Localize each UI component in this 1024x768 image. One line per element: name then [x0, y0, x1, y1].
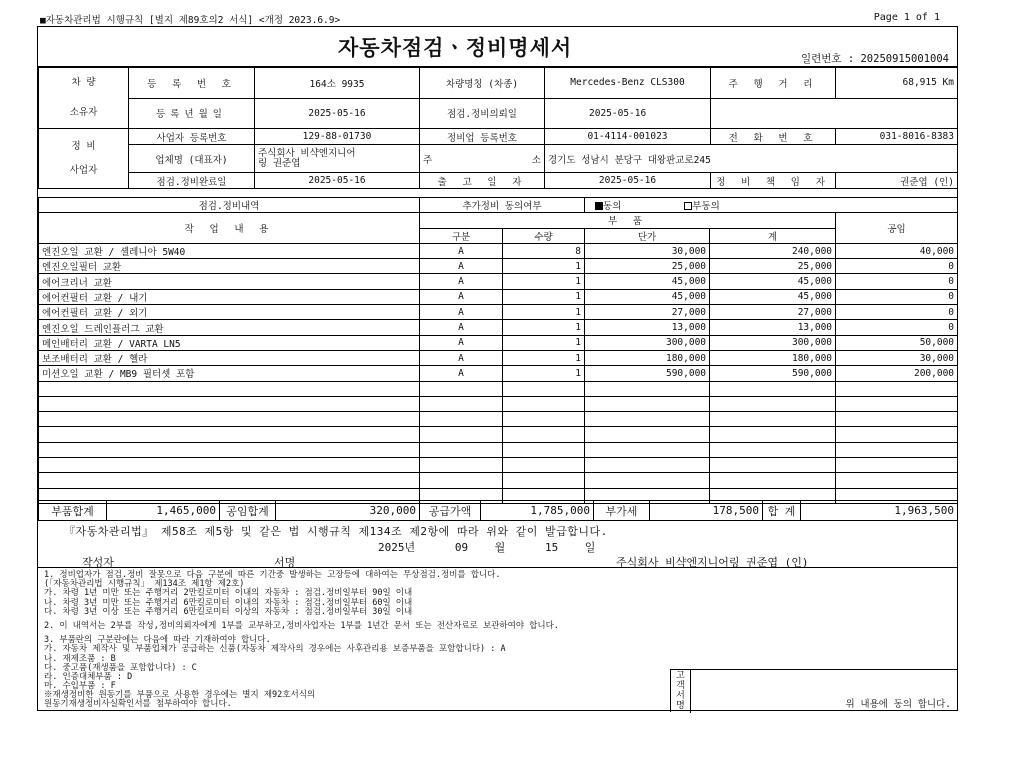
disagree-label: 부동의	[692, 201, 720, 213]
item-sum: 13,000	[710, 320, 836, 335]
item-sum: 45,000	[710, 289, 836, 304]
serial-value: 20250915001004	[860, 53, 949, 65]
item-labor	[836, 396, 958, 411]
item-labor: 50,000	[836, 335, 958, 350]
item-qty	[503, 381, 585, 396]
labor-total: 320,000	[276, 501, 420, 521]
model-label: 차량명칭 (차종)	[420, 68, 545, 99]
item-labor	[836, 458, 958, 473]
item-qty: 1	[503, 366, 585, 381]
item-row	[39, 289, 958, 304]
unit-header: 단가	[585, 228, 710, 243]
phone: 031-8016-8383	[836, 129, 958, 145]
parts-header: 부 품	[420, 213, 836, 228]
legal-section	[38, 520, 957, 568]
item-row	[39, 335, 958, 350]
address-label: 주 소	[420, 145, 545, 173]
note-line: 다. 중고품(재생품을 포함합니다) : C	[44, 662, 197, 673]
item-unit: 27,000	[585, 305, 710, 320]
shop-no: 01-4114-001023	[545, 129, 711, 145]
request-date: 2025-05-16	[545, 98, 711, 129]
supply: 1,785,000	[481, 501, 594, 521]
issuer: 주식회사 비샥엔지니어링 권준엽 (인)	[616, 556, 809, 569]
item-sum: 25,000	[710, 259, 836, 274]
work-header: 작 업 내 용	[39, 213, 420, 244]
note-line: 다. 차령 3년 이상 또는 주행거리 6만킬로미터 이상의 자동차 : 점검.정비일부터 30일 이내	[44, 606, 413, 617]
done-date-label: 점검.정비완료일	[129, 173, 255, 189]
note-line: 1. 정비업자가 점검.정비 잘못으로 다음 구분에 따른 기간중 발생하는 고장등에 대하여는 무상점검.정비를 합니다.	[44, 570, 501, 580]
item-row	[39, 412, 958, 427]
vat-label: 부가세	[594, 501, 650, 521]
signature-label: 서명	[274, 556, 296, 569]
item-cat	[420, 381, 503, 396]
note-line: ※재생정비한 원동기를 부품으로 사용한 경우에는 별지 제92호서식의	[44, 690, 316, 701]
item-unit: 45,000	[585, 274, 710, 289]
vat: 178,500	[650, 501, 763, 521]
mileage: 68,915 Km	[836, 68, 958, 99]
manager-label: 정 비 책 임 자	[711, 173, 836, 189]
title-bar	[38, 27, 957, 67]
item-row	[39, 458, 958, 473]
labor-header: 공임	[836, 213, 958, 244]
item-sum	[710, 396, 836, 411]
signature-char: 객	[676, 681, 685, 691]
item-row	[39, 243, 958, 258]
item-labor: 200,000	[836, 366, 958, 381]
item-qty	[503, 396, 585, 411]
item-labor: 30,000	[836, 350, 958, 365]
item-desc	[39, 381, 420, 396]
grand-total-label: 합 계	[763, 501, 801, 521]
item-cat: A	[420, 243, 503, 258]
item-qty: 1	[503, 289, 585, 304]
item-qty: 1	[503, 335, 585, 350]
reg-no: 164소 9935	[255, 68, 420, 99]
parts-total: 1,465,000	[107, 501, 220, 521]
mileage-label: 주 행 거 리	[711, 68, 836, 99]
vehicle-section-label: 차 량 소유자	[39, 68, 129, 129]
item-cat	[420, 427, 503, 442]
customer-signature-label	[671, 670, 691, 713]
item-cat: A	[420, 366, 503, 381]
item-qty	[503, 473, 585, 488]
item-row	[39, 259, 958, 274]
item-qty: 1	[503, 259, 585, 274]
item-qty: 1	[503, 305, 585, 320]
item-desc	[39, 473, 420, 488]
item-desc	[39, 396, 420, 411]
item-sum	[710, 381, 836, 396]
items-table	[38, 197, 958, 504]
item-sum	[710, 473, 836, 488]
reg-date-label: 등록년월일	[129, 98, 255, 129]
item-cat	[420, 442, 503, 457]
item-qty: 1	[503, 274, 585, 289]
item-labor: 0	[836, 259, 958, 274]
item-row	[39, 274, 958, 289]
item-unit: 45,000	[585, 289, 710, 304]
item-desc	[39, 458, 420, 473]
item-sum: 27,000	[710, 305, 836, 320]
note-line: (「자동차관리법 시행규칙」 제134조 제1항 제2호)	[44, 579, 245, 590]
item-row	[39, 320, 958, 335]
item-row	[39, 396, 958, 411]
item-cat: A	[420, 350, 503, 365]
item-unit: 590,000	[585, 366, 710, 381]
qty-header: 수량	[503, 228, 585, 243]
manager: 권준엽 (인)	[836, 173, 958, 189]
item-cat	[420, 396, 503, 411]
item-unit	[585, 458, 710, 473]
item-row	[39, 473, 958, 488]
item-cat: A	[420, 289, 503, 304]
item-sum: 590,000	[710, 366, 836, 381]
item-sum: 240,000	[710, 243, 836, 258]
company: 주식회사 비샥엔지니어 링 권준엽	[255, 145, 420, 173]
item-unit	[585, 473, 710, 488]
item-unit: 30,000	[585, 243, 710, 258]
request-date-label: 점검.정비의뢰일	[420, 98, 545, 129]
item-labor: 0	[836, 289, 958, 304]
note-line: 라. 인증대체부품 : D	[44, 671, 133, 682]
item-unit: 13,000	[585, 320, 710, 335]
sum-header: 계	[710, 228, 836, 243]
biz-no-label: 사업자 등록번호	[129, 129, 255, 145]
phone-label: 전 화 번 호	[711, 129, 836, 145]
agree-label: 동의	[603, 201, 622, 213]
release-label: 출 고 일 자	[420, 173, 545, 189]
shop-section-label: 정 비 사업자	[39, 129, 129, 189]
item-desc: 엔진오일 교환 / 셸레니아 5W40	[39, 243, 420, 258]
item-unit	[585, 427, 710, 442]
item-sum	[710, 458, 836, 473]
serial-number	[801, 51, 949, 66]
vehicle-shop-table	[38, 67, 958, 189]
item-cat: A	[420, 335, 503, 350]
item-sum: 45,000	[710, 274, 836, 289]
reg-date: 2025-05-16	[255, 98, 420, 129]
reg-no-label: 등 록 번 호	[129, 68, 255, 99]
item-cat	[420, 458, 503, 473]
details-label: 점검.정비내역	[39, 198, 420, 213]
company-label: 업체명 (대표자)	[129, 145, 255, 173]
writer-label: 작성자	[82, 556, 114, 569]
consent-options	[585, 198, 958, 213]
item-labor: 0	[836, 305, 958, 320]
item-labor: 0	[836, 320, 958, 335]
biz-no: 129-88-01730	[255, 129, 420, 145]
item-unit	[585, 396, 710, 411]
item-labor	[836, 473, 958, 488]
note-line: 마. 수입부품 : F	[44, 681, 116, 692]
item-row	[39, 442, 958, 457]
note-line: 원동기재생정비사실확인서를 첨부하여야 합니다.	[44, 699, 232, 710]
cat-header: 구분	[420, 228, 503, 243]
shop-no-label: 정비업 등록번호	[420, 129, 545, 145]
item-desc: 에어크리너 교환	[39, 274, 420, 289]
note-line: 나. 차령 3년 미만 또는 주행거리 6만킬로미터 이내의 자동차 : 점검.정비일부터 60일 이내	[44, 597, 413, 608]
item-unit: 180,000	[585, 350, 710, 365]
blank-cell	[711, 98, 958, 129]
item-qty	[503, 412, 585, 427]
item-row	[39, 350, 958, 365]
item-sum: 180,000	[710, 350, 836, 365]
item-desc	[39, 412, 420, 427]
item-cat	[420, 412, 503, 427]
item-desc: 보조배터리 교환 / 헬라	[39, 350, 420, 365]
item-unit: 300,000	[585, 335, 710, 350]
item-desc: 에어컨필터 교환 / 내기	[39, 289, 420, 304]
item-sum	[710, 412, 836, 427]
item-qty	[503, 458, 585, 473]
item-desc: 엔진오일 드레인플러그 교환	[39, 320, 420, 335]
item-qty: 1	[503, 320, 585, 335]
item-qty	[503, 442, 585, 457]
model: Mercedes-Benz CLS300	[545, 68, 711, 99]
parts-total-label: 부품합계	[39, 501, 107, 521]
item-row	[39, 366, 958, 381]
item-desc	[39, 427, 420, 442]
done-date: 2025-05-16	[255, 173, 420, 189]
item-unit: 25,000	[585, 259, 710, 274]
item-row	[39, 305, 958, 320]
signature-char: 고	[676, 671, 685, 681]
release-date: 2025-05-16	[545, 173, 711, 189]
item-sum: 300,000	[710, 335, 836, 350]
item-sum	[710, 427, 836, 442]
item-desc: 에어컨필터 교환 / 외기	[39, 305, 420, 320]
address: 경기도 성남시 분당구 대왕판교로245	[545, 145, 958, 173]
page-number: Page 1 of 1	[873, 12, 940, 23]
item-cat	[420, 473, 503, 488]
legal-statement: 『자동차관리법』 제58조 제5항 및 같은 법 시행규칙 제134조 제2항에 따라 위와 같이 발급합니다.	[64, 525, 608, 538]
note-line: 가. 차령 1년 미만 또는 주행거리 2만킬로미터 이내의 자동차 : 점검.정비일부터 90일 이내	[44, 588, 413, 599]
item-labor	[836, 442, 958, 457]
supply-label: 공급가액	[420, 501, 481, 521]
note-line: 2. 이 내역서는 2부를 작성,정비의뢰자에게 1부를 교부하고,정비사업자는 1부를 1년간 문서 또는 전산자료로 보관하여야 합니다.	[44, 620, 559, 631]
item-sum	[710, 442, 836, 457]
note-line: 나. 재제조품 : B	[44, 653, 116, 664]
item-row	[39, 427, 958, 442]
item-unit	[585, 381, 710, 396]
item-qty: 1	[503, 350, 585, 365]
note-line: 가. 자동차 제작사 및 부품업체가 공급하는 신품(자동차 제작사의 경우에는 사후관리용 보증부품을 포함합니다) : A	[44, 644, 506, 655]
item-desc: 미션오일 교환 / MB9 필터셋 포함	[39, 366, 420, 381]
item-row	[39, 381, 958, 396]
item-desc: 메인배터리 교환 / VARTA LN5	[39, 335, 420, 350]
customer-signature-box	[670, 669, 957, 712]
customer-consent: 위 내용에 동의 합니다.	[845, 699, 951, 710]
item-qty	[503, 427, 585, 442]
item-desc	[39, 442, 420, 457]
item-labor: 40,000	[836, 243, 958, 258]
signature-char: 명	[676, 701, 685, 711]
item-labor	[836, 412, 958, 427]
consent-label: 추가정비 동의여부	[420, 198, 585, 213]
item-labor	[836, 427, 958, 442]
totals-table	[38, 500, 958, 521]
document-title: 자동차점검ㆍ정비명세서	[338, 36, 573, 60]
agree-checkbox[interactable]	[595, 202, 603, 210]
item-unit	[585, 412, 710, 427]
statement-form	[37, 26, 958, 711]
item-labor: 0	[836, 274, 958, 289]
note-line: 3. 부품란의 구분란에는 다음에 따라 기재하여야 합니다.	[44, 635, 271, 646]
labor-total-label: 공임합계	[220, 501, 276, 521]
item-desc: 엔진오일필터 교환	[39, 259, 420, 274]
item-cat: A	[420, 320, 503, 335]
signature-char: 서	[676, 691, 685, 701]
item-cat: A	[420, 259, 503, 274]
grand-total: 1,963,500	[801, 501, 958, 521]
issue-date: 2025년 09 월 15 일	[378, 541, 596, 554]
item-labor	[836, 381, 958, 396]
item-unit	[585, 442, 710, 457]
item-cat: A	[420, 274, 503, 289]
serial-label: 일련번호 :	[800, 53, 855, 65]
item-cat: A	[420, 305, 503, 320]
form-reference: ■자동차관리법 시행규칙 [별지 제89호의2 서식] <개정 2023.6.9>	[40, 15, 341, 26]
item-qty: 8	[503, 243, 585, 258]
